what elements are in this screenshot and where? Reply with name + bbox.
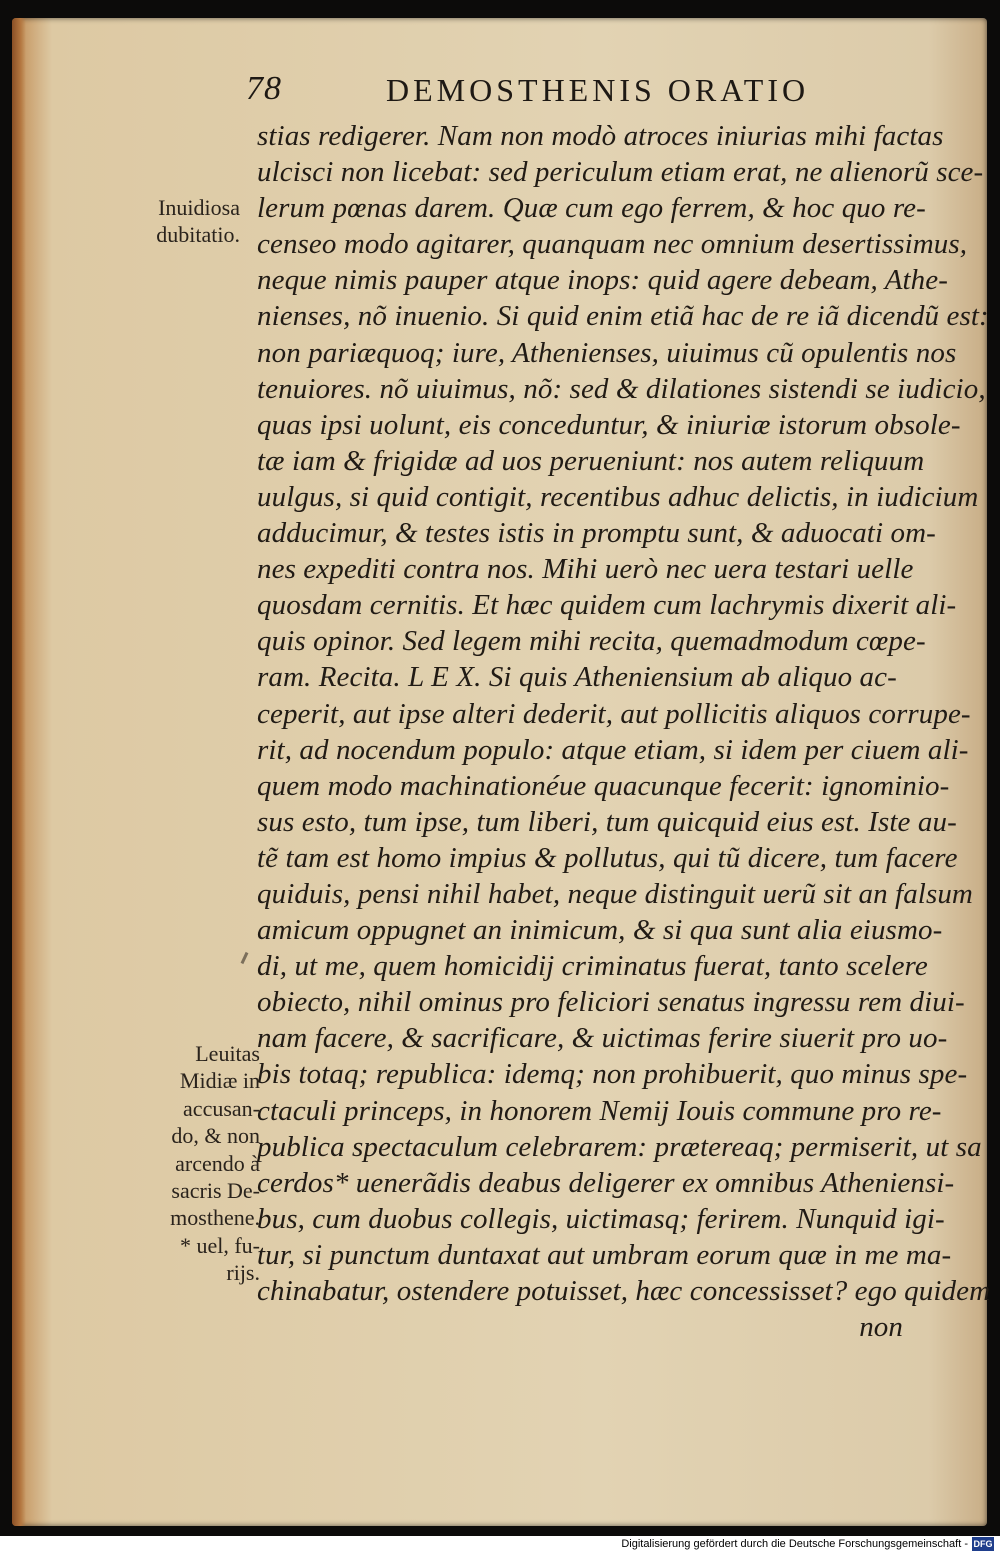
text-line: quiduis, pensi nihil habet, neque distinguit uerũ sit an falsum	[257, 877, 973, 910]
text-line: tenuiores. nõ uiuimus, nõ: sed & dilationes sistendi se iudicio,	[257, 372, 986, 405]
dfg-logo-icon[interactable]: DFG	[973, 1539, 993, 1549]
margin-note-inuidiosa	[120, 194, 240, 248]
text-line: bus, cum duobus collegis, uictimasq; ferirem. Nunquid igi-	[257, 1202, 945, 1235]
text-line: di, ut me, quem homicidij criminatus fuerat, tanto scelere	[257, 950, 928, 983]
page-gutter-edge	[12, 18, 26, 1526]
text-line: quosdam cernitis. Et hæc quidem cum lachrymis dixerit ali-	[257, 589, 957, 622]
text-line: uulgus, si quid contigit, recentibus adhuc delictis, in iudicium	[257, 480, 979, 513]
text-line: non pariæquoq; iure, Athenienses, uiuimus cũ opulentis nos	[257, 336, 957, 369]
margin-note-line: sacris De-	[171, 1178, 260, 1204]
body-text	[257, 118, 991, 1345]
text-line: obiecto, nihil ominus pro feliciori senatus ingressu rem diui-	[257, 986, 965, 1019]
text-line: sus esto, tum ipse, tum liberi, tum quicquid eius est. Iste au-	[257, 805, 957, 838]
funding-credit: Digitalisierung gefördert durch die Deutsche Forschungsgemeinschaft -	[621, 1538, 968, 1550]
margin-note-leuitas	[120, 1040, 260, 1287]
text-line: lerum pœnas darem. Quæ cum ego ferrem, & hoc quo re-	[257, 192, 926, 225]
text-line: censeo modo agitarer, quanquam nec omnium desertissimus,	[257, 228, 968, 261]
catchword: non	[859, 1311, 903, 1344]
running-title: DEMOSTHENIS ORATIO	[386, 72, 810, 108]
margin-note-line: arcendo à	[175, 1150, 260, 1176]
text-line: nienses, nõ inuenio. Si quid enim etiã hac de re iã dicendũ est:	[257, 300, 989, 333]
text-line: cerdos* uenerãdis deabus deligerer ex omnibus Atheniensi-	[257, 1166, 955, 1199]
text-line: ulcisci non licebat: sed periculum etiam erat, ne alienorũ sce-	[257, 156, 984, 189]
text-line: adducimur, & testes istis in promptu sunt, & aduocati om-	[257, 517, 936, 550]
margin-note-line: dubitatio.	[156, 222, 240, 247]
text-line: tur, si punctum duntaxat aut umbram eorum quæ in me ma-	[257, 1238, 952, 1271]
page-number: 78	[246, 70, 282, 107]
text-line: ctaculi princeps, in honorem Nemij Iouis commune pro re-	[257, 1094, 942, 1127]
text-line: ram. Recita. L E X. Si quis Atheniensium ab aliquo ac-	[257, 661, 897, 694]
text-line: bis totaq; republica: idemq; non prohibuerit, quo minus spe-	[257, 1058, 968, 1091]
text-line: quis opinor. Sed legem mihi recita, quemadmodum cœpe-	[257, 625, 926, 658]
text-line: tẽ tam est homo impius & pollutus, qui tũ dicere, tum facere	[257, 841, 958, 874]
text-line: nam facere, & sacrificare, & uictimas ferire siuerit pro uo-	[257, 1022, 948, 1055]
margin-note-line: * uel, fu-	[179, 1232, 260, 1258]
text-line: publica spectaculum celebrarem: prætereaq; permiserit, ut sa	[257, 1130, 982, 1163]
text-line: amicum oppugnet an inimicum, & si qua sunt alia eiusmo-	[257, 914, 943, 947]
margin-note-line: Inuidiosa	[158, 195, 240, 220]
page-header	[238, 66, 818, 116]
margin-note-line: do, & non	[171, 1123, 260, 1149]
text-line: neque nimis pauper atque inops: quid agere debeam, Athe-	[257, 264, 948, 297]
text-line: rit, ad nocendum populo: atque etiam, si idem per ciuem ali-	[257, 733, 969, 766]
text-line: ceperit, aut ipse alteri dederit, aut pollicitis aliquos corrupe-	[257, 697, 971, 730]
margin-note-line: accusan-	[183, 1095, 260, 1121]
text-line: stias redigerer. Nam non modò atroces iniurias mihi factas	[257, 120, 944, 152]
text-line: tæ iam & frigidæ ad uos perueniunt: nos autem reliquum	[257, 444, 925, 477]
text-line: nes expediti contra nos. Mihi uerò nec uera testari uelle	[257, 553, 914, 586]
text-line: quas ipsi uolunt, eis conceduntur, & iniuriæ istorum obsole-	[257, 408, 961, 441]
margin-note-line: mosthene.	[170, 1205, 260, 1231]
footer-bar	[0, 1536, 1000, 1554]
margin-note-line: rijs.	[226, 1260, 260, 1286]
text-line: chinabatur, ostendere potuisset, hæc concessisset? ego quidem	[257, 1275, 991, 1307]
text-line: quem modo machinationéue quacunque fecerit: ignominio-	[257, 769, 950, 802]
margin-note-line: Midiæ in	[179, 1068, 260, 1094]
margin-note-line: Leuitas	[195, 1041, 260, 1066]
